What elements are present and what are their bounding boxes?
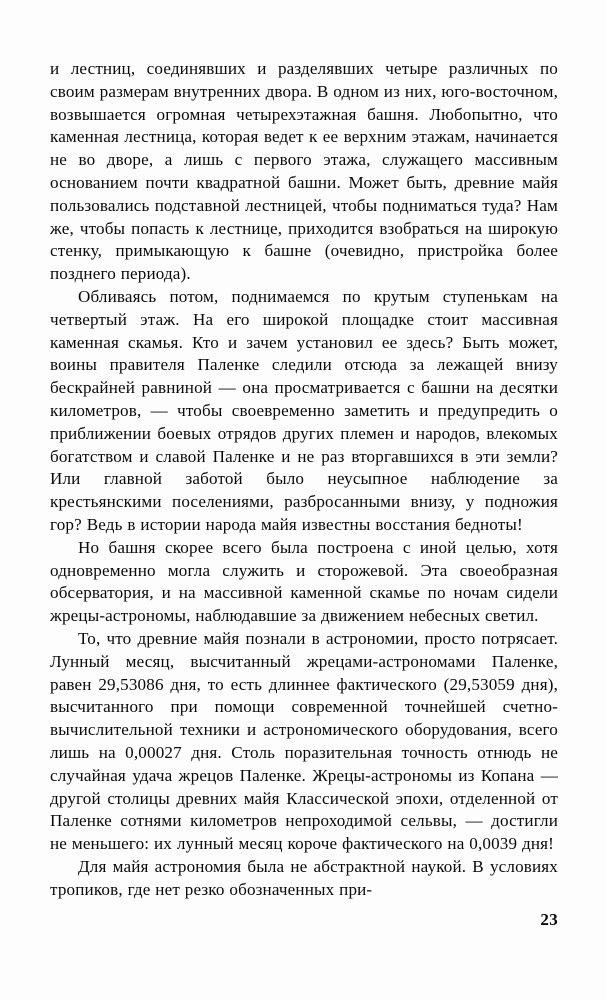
paragraph-4: То, что древние майя познали в астрономии, просто потрясает. Лунный месяц, высчитанный жрецами-астрономами Паленке, равен 29,53086 дня, то есть длиннее фактического (29,53059 дня), высчитанного при помощи современной точнейшей счетно-вычислительной техники и астрономического оборудования, всего лишь на 0,00027 дня. Столь поразительная точность отнюдь не случайная удача жрецов Паленке. Жрецы-астрономы из Копана — другой столицы древних майя Классической эпохи, отделенной от Паленке сотнями километров непроходимой сельвы, — достигли не меньшего: их лунный месяц короче фактического на 0,0039 дня!	[50, 628, 558, 854]
paragraph-5: Для майя астрономия была не абстрактной наукой. В условиях тропиков, где нет резко обозначенных при-	[50, 856, 558, 899]
page-number: 23	[540, 910, 558, 929]
page-text-block	[50, 58, 558, 901]
paragraph-1: и лестниц, соединявших и разделявших четыре различных по своим размерам внутренних двора. В одном из них, юго-восточном, возвышается огромная четырехэтажная башня. Любопытно, что каменная лестница, которая ведет к ее верхним этажам, начинается не во дворе, а лишь с первого этажа, служащего массивным основанием почти квадратной башни. Может быть, древние майя пользовались подставной лестницей, чтобы подниматься туда? Нам же, чтобы попасть к лестнице, приходится взобраться на широкую стенку, примыкающую к башне (очевидно, пристройка более позднего периода).	[50, 59, 558, 284]
paragraph-3: Но башня скорее всего была построена с иной целью, хотя одновременно могла служить и сторожевой. Эта своеобразная обсерватория, и на массивной каменной скамье по ночам сидели жрецы-астрономы, наблюдавшие за движением небесных светил.	[50, 537, 558, 626]
paragraph-2: Обливаясь потом, поднимаемся по крутым ступенькам на четвертый этаж. На его широкой площадке стоит массивная каменная скамья. Кто и зачем установил ее здесь? Быть может, воины правителя Паленке следили отсюда за лежащей внизу бескрайней равниной — она просматривается с башни на десятки километров, — чтобы своевременно заметить и предупредить о приближении боевых отрядов других племен и народов, влекомых богатством и славой Паленке и не раз вторгавшихся в эти земли? Или главной заботой было неусыпное наблюдение за крестьянскими поселениями, разбросанными внизу, у подножия гор? Ведь в истории народа майя известны восстания бедноты!	[50, 286, 558, 534]
